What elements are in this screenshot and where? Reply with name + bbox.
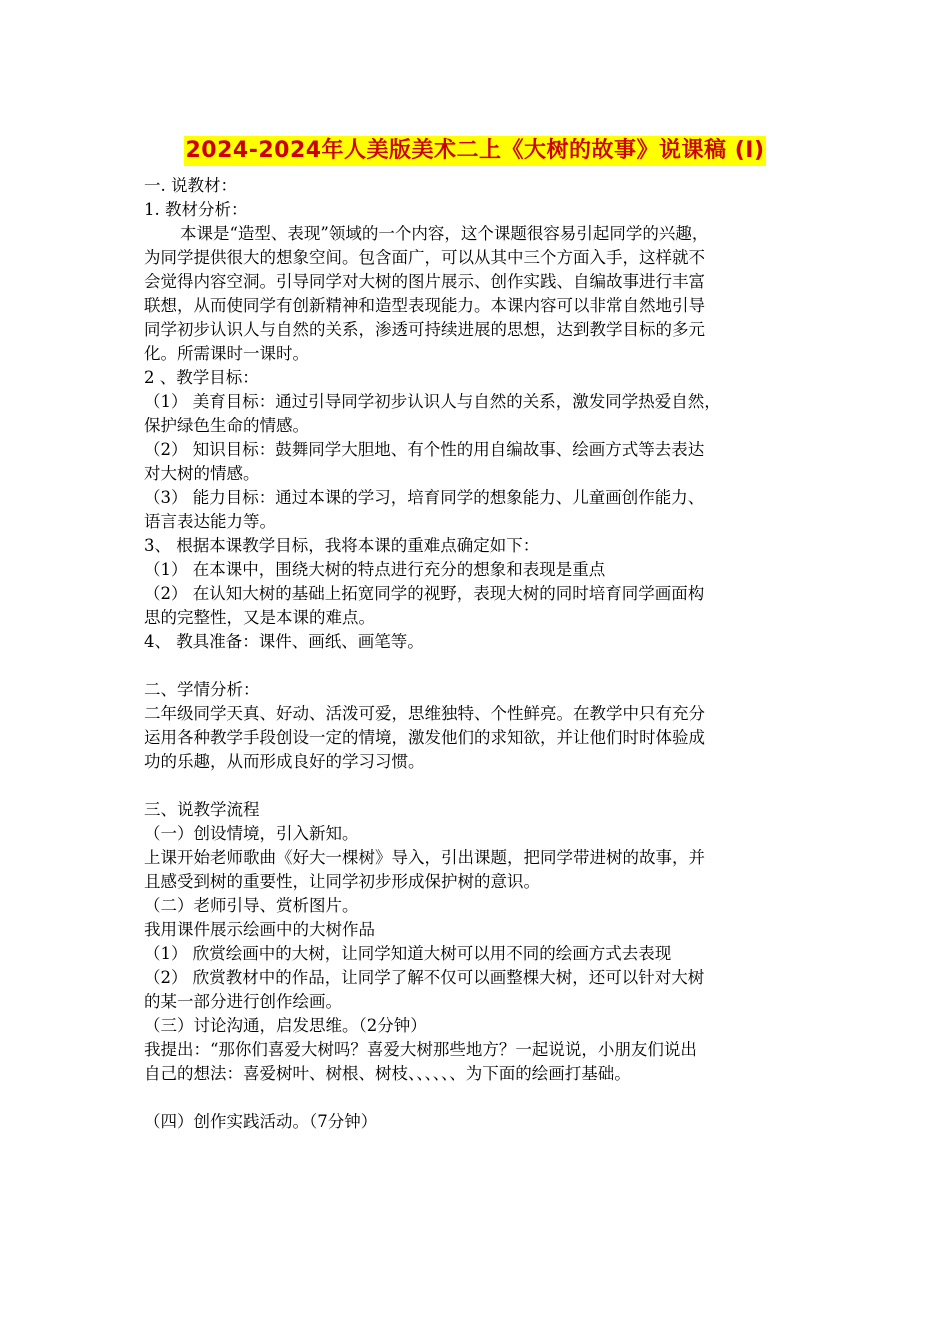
text-line: 2 、教学目标： <box>144 368 259 387</box>
text-line: （1） 欣赏绘画中的大树，让同学知道大树可以用不同的绘画方式去表现 <box>144 944 672 963</box>
text-line: 保护绿色生命的情感。 <box>144 416 309 435</box>
text-line: （一）创设情境，引入新知。 <box>144 824 359 843</box>
document-title: 2024-2024年人美版美术二上《大树的故事》说课稿 (I) <box>184 136 765 166</box>
text-line: 我用课件展示绘画中的大树作品 <box>144 920 375 939</box>
text-line: （二）老师引导、赏析图片。 <box>144 896 359 915</box>
blank-line <box>144 774 809 798</box>
text-line: 我提出：“那你们喜爱大树吗？喜爱大树那些地方？一起说说，小朋友们说出 <box>144 1040 697 1059</box>
text-line: 运用各种教学手段创设一定的情境，激发他们的求知欲，并让他们时时体验成 <box>144 728 705 747</box>
document-body <box>144 174 809 1134</box>
text-line: 同学初步认识人与自然的关系，渗透可持续进展的思想，达到教学目标的多元 <box>144 320 705 339</box>
text-line: 一. 说教材： <box>144 176 237 195</box>
text-line: 为同学提供很大的想象空间。包含面广，可以从其中三个方面入手，这样就不 <box>144 248 705 267</box>
text-line: （1） 美育目标：通过引导同学初步认识人与自然的关系，激发同学热爱自然， <box>144 392 721 411</box>
text-line: 本课是“造型、表现”领域的一个内容，这个课题很容易引起同学的兴趣， <box>180 224 709 243</box>
text-line: 1. 教材分析： <box>144 200 248 219</box>
text-line: （1） 在本课中，围绕大树的特点进行充分的想象和表现是重点 <box>144 560 606 579</box>
text-line: （三）讨论沟通，启发思维。（2分钟） <box>144 1016 427 1035</box>
text-line: 联想，从而使同学有创新精神和造型表现能力。本课内容可以非常自然地引导 <box>144 296 705 315</box>
blank-line <box>144 1086 809 1110</box>
text-line: 二年级同学天真、好动、活泼可爱，思维独特、个性鲜亮。在教学中只有充分 <box>144 704 705 723</box>
text-line: （2） 欣赏教材中的作品，让同学了解不仅可以画整棵大树，还可以针对大树 <box>144 968 705 987</box>
title-container <box>0 136 950 166</box>
text-line: 思的完整性，又是本课的难点。 <box>144 608 375 627</box>
text-line: 自己的想法：喜爱树叶、树根、树枝、、、、、、为下面的绘画打基础。 <box>144 1064 631 1083</box>
text-line: 化。所需课时一课时。 <box>144 344 309 363</box>
text-line: 对大树的情感。 <box>144 464 260 483</box>
text-line: 且感受到树的重要性，让同学初步形成保护树的意识。 <box>144 872 540 891</box>
text-line: 3、 根据本课教学目标，我将本课的重难点确定如下： <box>144 536 540 555</box>
text-line: 语言表达能力等。 <box>144 512 276 531</box>
text-line: 功的乐趣，从而形成良好的学习习惯。 <box>144 752 425 771</box>
text-line: （2） 知识目标：鼓舞同学大胆地、有个性的用自编故事、绘画方式等去表达 <box>144 440 705 459</box>
blank-line <box>144 654 809 678</box>
text-line: 会觉得内容空洞。引导同学对大树的图片展示、创作实践、自编故事进行丰富 <box>144 272 705 291</box>
text-line: 上课开始老师歌曲《好大一棵树》导入，引出课题，把同学带进树的故事，并 <box>144 848 705 867</box>
text-line: 三、说教学流程 <box>144 800 260 819</box>
text-line: 4、 教具准备：课件、画纸、画笔等。 <box>144 632 424 651</box>
text-line: （四）创作实践活动。（7分钟） <box>144 1112 378 1131</box>
text-line: 二、学情分析： <box>144 680 260 699</box>
text-line: （3） 能力目标：通过本课的学习，培育同学的想象能力、儿童画创作能力、 <box>144 488 705 507</box>
text-line: 的某一部分进行创作绘画。 <box>144 992 342 1011</box>
text-line: （2） 在认知大树的基础上拓宽同学的视野，表现大树的同时培育同学画面构 <box>144 584 705 603</box>
